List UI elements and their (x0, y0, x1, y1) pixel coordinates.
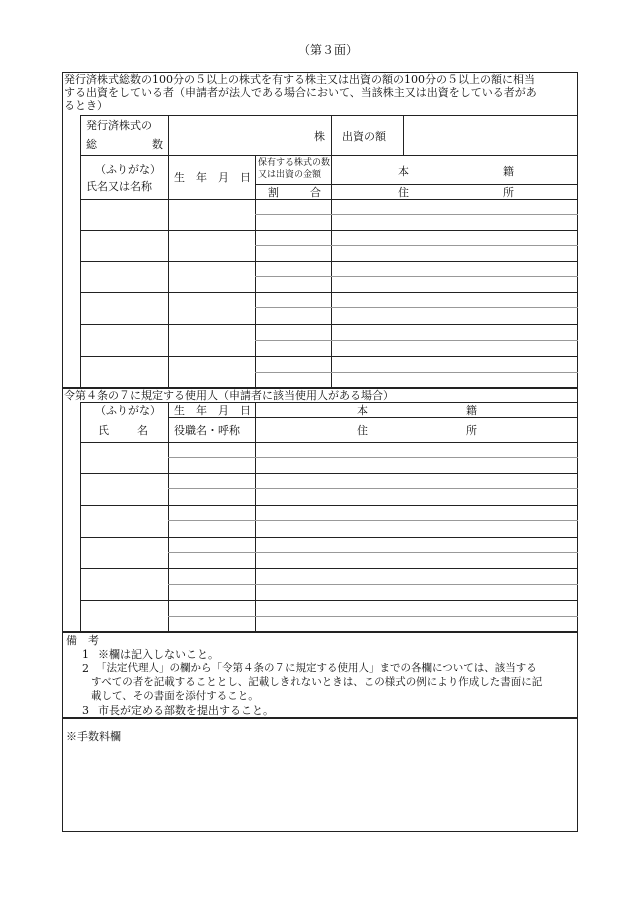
note-2-line2: すべての者を記載することとし、記載しきれないときは、この様式の例により作成した書面に記 (91, 676, 543, 688)
employee-row[interactable] (81, 569, 167, 599)
employee-row[interactable] (81, 474, 167, 504)
col-name: 氏名又は名称 (86, 180, 152, 193)
page-number-label: （第３面） (298, 43, 359, 57)
shareholder-row[interactable] (81, 357, 167, 387)
col-holding-line1: 保有する株式の数 (258, 158, 331, 168)
shareholder-row[interactable] (81, 325, 167, 355)
col-address: 住 (357, 424, 368, 437)
shareholder-row[interactable] (81, 200, 167, 229)
col-domicile: 本 (357, 404, 368, 417)
note-3: 市長が定める部数を提出すること。 (98, 704, 274, 717)
col-title: 役職名・呼称 (174, 424, 240, 437)
notes-heading: 備 考 (66, 634, 99, 647)
section2-heading: 令第４条の７に規定する使用人（申請者に該当使用人がある場合） (64, 389, 394, 402)
col-birthdate: 生 年 月 日 (174, 404, 251, 417)
fee-section[interactable] (62, 718, 578, 832)
investment-amount-field[interactable] (404, 116, 576, 154)
col-holding-line2: 又は出資の金額 (258, 170, 322, 180)
col-furigana: （ふりがな） (95, 163, 161, 176)
employee-row[interactable] (81, 506, 167, 536)
col-name: 名 (137, 424, 148, 437)
note-2-line1: 「法定代理人」の欄から「令第４条の７に規定する使用人」までの各欄については、該当する (96, 662, 537, 674)
investment-amount-label: 出資の額 (342, 130, 386, 143)
employee-row[interactable] (81, 443, 167, 472)
shareholder-row[interactable] (81, 262, 167, 291)
col-domicile: 本 (398, 165, 409, 178)
total-shares-label: 発行済株式の (86, 119, 152, 132)
section1-heading-line1: 発行済株式総数の100分の５以上の株式を有する株主又は出資の額の100分の５以上の額に相当 (64, 73, 535, 86)
section1-heading-line3: るとき） (64, 99, 108, 112)
shares-unit: 株 (314, 130, 325, 143)
note-1: ※欄は記入しないこと。 (98, 648, 219, 661)
col-address: 住 (398, 186, 409, 199)
shareholder-row[interactable] (81, 231, 167, 260)
fee-label: ※手数料欄 (66, 730, 121, 743)
section1-heading-line2: する出資をしている者（申請者が法人である場合において、当該株主又は出資をしている者があ (64, 86, 537, 99)
employee-row[interactable] (81, 538, 167, 567)
total-shares-field[interactable] (169, 116, 309, 154)
employee-row[interactable] (81, 601, 167, 631)
col-ratio: 合 (310, 186, 321, 199)
note-2-line3: 載して、その書面を添付すること。 (91, 690, 259, 702)
col-birthdate: 生 年 月 日 (174, 171, 251, 184)
col-furigana: （ふりがな） (95, 404, 161, 417)
shareholder-row[interactable] (81, 293, 167, 323)
